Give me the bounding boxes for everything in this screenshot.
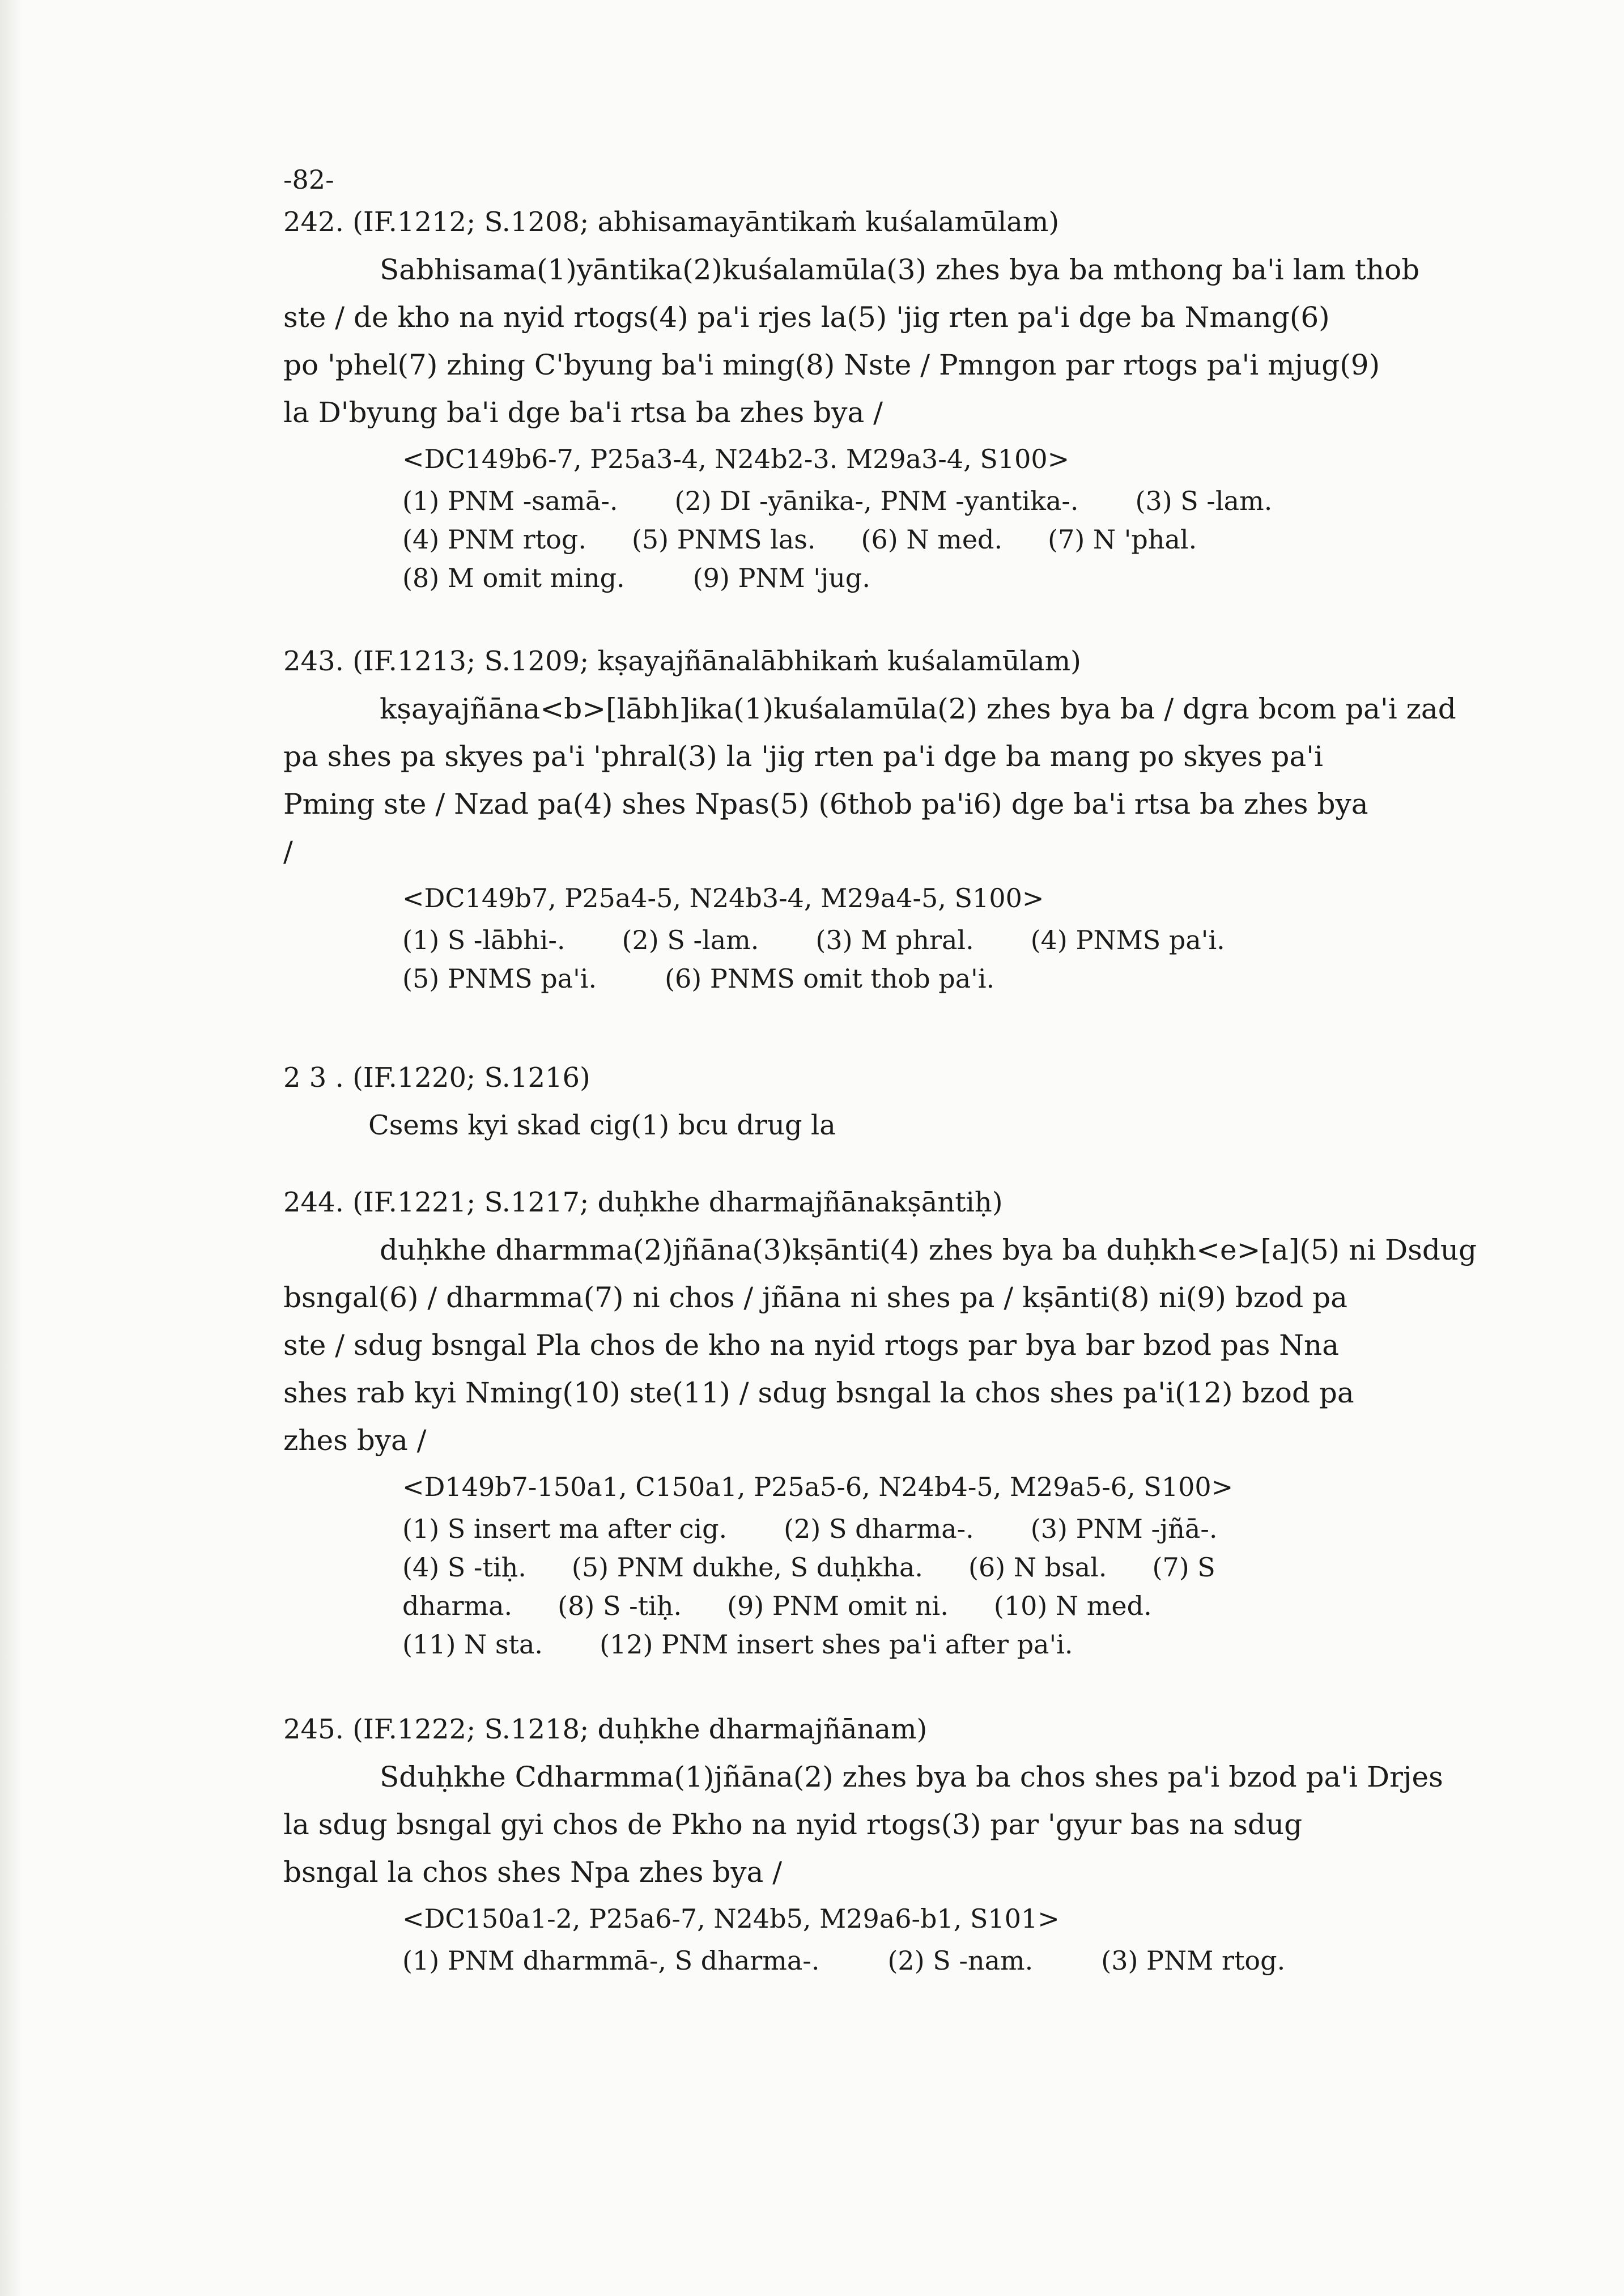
footnote-line <box>402 1510 1541 1548</box>
footnote: (1) PNM dharmmā-, S dharma-. <box>402 1945 820 1976</box>
footnote: (9) PNM omit ni. <box>727 1591 949 1621</box>
entry-body-line: bsngal(6) / dharmma(7) ni chos / jñāna ni shes pa / kṣānti(8) ni(9) bzod pa <box>283 1281 1347 1314</box>
footnote: (10) N med. <box>993 1591 1152 1621</box>
footnote: (5) PNM dukhe, S duḥkha. <box>571 1552 924 1583</box>
entry-heading: 243. (IF.1213; S.1209; kṣayajñānalābhikaṁ kuśalamūlam) <box>283 645 1081 677</box>
section-23 <box>283 1054 836 1149</box>
footnote-line <box>402 559 1541 597</box>
entry-body-line: Sduḥkhe Cdharmma(1)jñāna(2) zhes bya ba chos shes pa'i bzod pa'i Drjes <box>380 1761 1443 1793</box>
footnote: (2) DI -yānika-, PNM -yantika-. <box>674 486 1079 516</box>
entry-heading: 245. (IF.1222; S.1218; duḥkhe dharmajñānam) <box>283 1714 928 1745</box>
entry-body-line: pa shes pa skyes pa'i 'phral(3) la 'jig rten pa'i dge ba mang po skyes pa'i <box>283 740 1323 773</box>
footnote-line <box>402 1587 1541 1625</box>
footnote: (8) M omit ming. <box>402 563 625 593</box>
entry-body-line: po 'phel(7) zhing C'byung ba'i ming(8) Nste / Pmngon par rtogs pa'i mjug(9) <box>283 348 1380 381</box>
footnote: (2) S -lam. <box>622 925 759 955</box>
footnote: (1) S -lābhi-. <box>402 925 566 955</box>
entry-body-line: ste / sdug bsngal Pla chos de kho na nyid rtogs par bya bar bzod pas Nna <box>283 1329 1340 1362</box>
page-number: -82- <box>283 164 334 195</box>
footnote: dharma. <box>402 1591 513 1621</box>
footnotes <box>283 1941 1541 1980</box>
section-heading: 2 3 . (IF.1220; S.1216) <box>283 1062 590 1094</box>
source-reference: <DC149b7, P25a4-5, N24b3-4, M29a4-5, S100> <box>402 883 1044 913</box>
entry-heading: 244. (IF.1221; S.1217; duḥkhe dharmajñānakṣāntiḥ) <box>283 1187 1003 1218</box>
entry-244 <box>283 1179 1541 1664</box>
footnote: (1) PNM -samā-. <box>402 486 618 516</box>
footnote: (1) S insert ma after cig. <box>402 1513 728 1544</box>
footnote-line <box>402 959 1541 998</box>
entry-245 <box>283 1706 1541 1980</box>
footnote: (3) S -lam. <box>1135 486 1273 516</box>
footnotes <box>283 1510 1541 1664</box>
footnote-line <box>402 1941 1541 1980</box>
footnote-line <box>402 520 1541 559</box>
entry-body-line: duḥkhe dharmma(2)jñāna(3)kṣānti(4) zhes bya ba duḥkh<e>[a](5) ni Dsdug <box>380 1234 1477 1266</box>
footnote: (12) PNM insert shes pa'i after pa'i. <box>600 1629 1073 1660</box>
scan-edge <box>0 0 23 2296</box>
footnote-line <box>402 921 1541 959</box>
entry-body-line: zhes bya / <box>283 1424 427 1457</box>
footnote: (9) PNM 'jug. <box>692 563 870 593</box>
footnote: (4) PNMS pa'i. <box>1030 925 1225 955</box>
footnote: (6) PNMS omit thob pa'i. <box>665 963 995 994</box>
entry-body-line: kṣayajñāna<b>[lābh]ika(1)kuśalamūla(2) zhes bya ba / dgra bcom pa'i zad <box>380 692 1456 725</box>
footnote-line <box>402 482 1541 520</box>
entry-heading: 242. (IF.1212; S.1208; abhisamayāntikaṁ kuśalamūlam) <box>283 206 1060 238</box>
footnote-line <box>402 1625 1541 1664</box>
source-reference: <DC149b6-7, P25a3-4, N24b2-3. M29a3-4, S100> <box>402 444 1070 474</box>
footnote: (4) S -tiḥ. <box>402 1552 526 1583</box>
entry-body-line: Pming ste / Nzad pa(4) shes Npas(5) (6thob pa'i6) dge ba'i rtsa ba zhes bya <box>283 788 1368 820</box>
entry-body-line: bsngal la chos shes Npa zhes bya / <box>283 1856 783 1889</box>
footnote: (3) PNM -jñā-. <box>1030 1513 1218 1544</box>
entry-body-line: la sdug bsngal gyi chos de Pkho na nyid rtogs(3) par 'gyur bas na sdug <box>283 1808 1303 1841</box>
entry-body-line: / <box>283 835 293 868</box>
source-reference: <DC150a1-2, P25a6-7, N24b5, M29a6-b1, S101> <box>402 1903 1060 1934</box>
entry-242 <box>283 198 1541 597</box>
footnote: (2) S -nam. <box>887 1945 1034 1976</box>
entry-body-line: la D'byung ba'i dge ba'i rtsa ba zhes bya / <box>283 396 883 429</box>
entry-body-line: ste / de kho na nyid rtogs(4) pa'i rjes la(5) 'jig rten pa'i dge ba Nmang(6) <box>283 301 1330 334</box>
footnote: (8) S -tiḥ. <box>558 1591 682 1621</box>
entry-body-line: shes rab kyi Nming(10) ste(11) / sdug bsngal la chos shes pa'i(12) bzod pa <box>283 1376 1354 1409</box>
footnote: (7) S <box>1152 1552 1215 1583</box>
footnote: (3) M phral. <box>815 925 974 955</box>
section-body: Csems kyi skad cig(1) bcu drug la <box>368 1109 836 1141</box>
entry-243 <box>283 637 1541 998</box>
footnote: (6) N bsal. <box>968 1552 1107 1583</box>
footnote-line <box>402 1548 1541 1587</box>
footnote: (2) S dharma-. <box>784 1513 974 1544</box>
source-reference: <D149b7-150a1, C150a1, P25a5-6, N24b4-5, M29a5-6, S100> <box>402 1472 1234 1502</box>
footnote: (5) PNMS las. <box>631 524 816 555</box>
footnote: (7) N 'phal. <box>1048 524 1197 555</box>
footnotes <box>283 482 1541 597</box>
footnote: (11) N sta. <box>402 1629 543 1660</box>
footnotes <box>283 921 1541 998</box>
footnote: (5) PNMS pa'i. <box>402 963 597 994</box>
footnote: (4) PNM rtog. <box>402 524 586 555</box>
footnote: (3) PNM rtog. <box>1101 1945 1286 1976</box>
footnote: (6) N med. <box>861 524 1003 555</box>
entry-body-line: Sabhisama(1)yāntika(2)kuśalamūla(3) zhes bya ba mthong ba'i lam thob <box>380 253 1420 286</box>
